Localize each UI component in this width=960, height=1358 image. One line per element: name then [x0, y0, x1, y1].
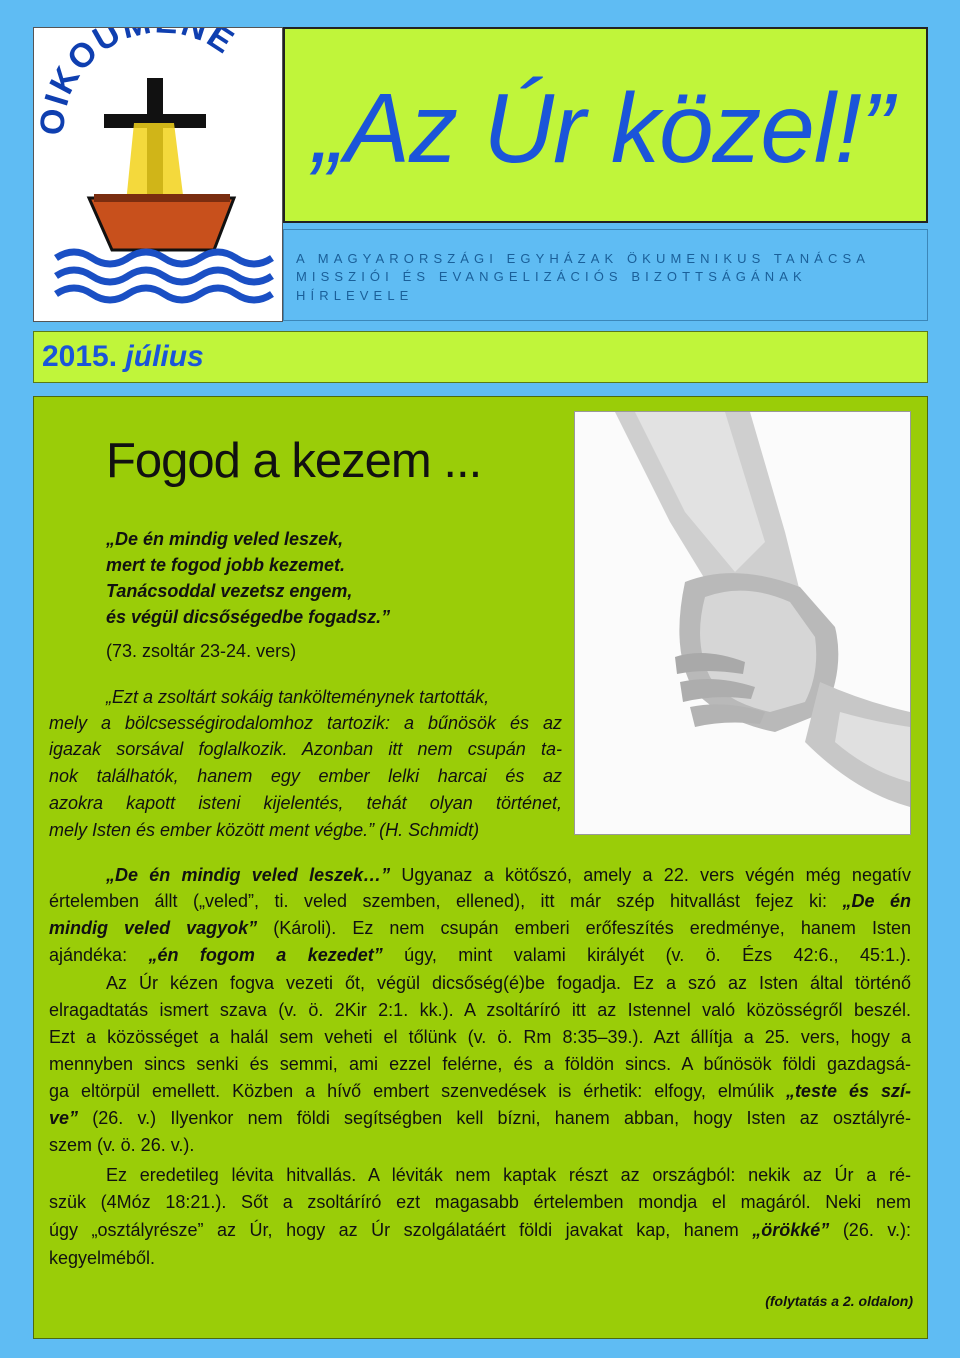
intro-line: azokra kapott isteni kijelentés, tehát olyan történet,	[49, 793, 562, 813]
subtitle-line: HÍRLEVELE	[296, 288, 414, 303]
text: (26. v.) Ilyenkor nem földi segítségben kell bízni, hanem abban, hogy Isten az osztályré-	[78, 1108, 911, 1128]
body-line	[49, 1105, 911, 1131]
text: úgy „osztályrésze” az Úr, hogy az Úr szolgálatáért földi javakat kap, hanem	[49, 1220, 753, 1240]
hands-photo	[574, 411, 911, 835]
text: úgy, mint valami királyét (v. ö. Ézs 42:6., 45:1.).	[382, 945, 911, 965]
subtitle-panel	[283, 229, 928, 321]
intro-line: igazak sorsával foglalkozik. Azonban itt nem csupán ta-	[49, 739, 562, 759]
article-panel	[33, 396, 928, 1339]
text: ga eltörpül emellett. Közben a hívő embert szenvedések is érhetik: elfogy, elmúlik	[49, 1081, 786, 1101]
date-year: 2015.	[42, 340, 118, 373]
emphasis: „én fogom a kezedet”	[148, 945, 383, 965]
text: (26. v.):	[829, 1220, 911, 1240]
body-line	[49, 942, 911, 968]
body-line	[49, 915, 911, 941]
body-line: szem (v. ö. 26. v.).	[49, 1135, 195, 1155]
subtitle-line: A MAGYARORSZÁGI EGYHÁZAK ÖKUMENIKUS TANÁCSA	[296, 251, 870, 266]
emphasis: „De én	[842, 891, 911, 911]
title-panel	[283, 27, 928, 223]
hands-illustration	[575, 412, 910, 834]
body-line: elragadtatás ismert szava (v. ö. 2Kir 2:1. kk.). A zsoltáríró itt az Istennel való közösségről beszél.	[49, 1000, 911, 1020]
emphasis: „teste és szí-	[785, 1081, 911, 1101]
quote-line: mert te fogod jobb kezemet.	[106, 555, 346, 575]
text: értelemben állt („veled”, ti. veled szemben, ellened), itt már szép hitvallást fejez ki:	[49, 891, 843, 911]
date-panel	[33, 331, 928, 383]
text: (Károli). Ez nem csupán emberi erőfeszítés eredménye, hanem Isten	[257, 918, 911, 938]
emphasis: ve”	[49, 1108, 79, 1128]
oikoumene-logo	[34, 28, 282, 321]
newsletter-title: „Az Úr közel!”	[313, 73, 893, 183]
quote-line: Tanácsoddal vezetsz engem,	[106, 581, 353, 601]
quote-line: „De én mindig veled leszek,	[106, 529, 344, 549]
intro-line: mely a bölcsességirodalomhoz tartozik: a bűnösök és az	[49, 713, 562, 733]
date-month: július	[125, 340, 204, 373]
body-line: kegyelméből.	[49, 1248, 156, 1268]
body-line: Ez eredetileg lévita hitvallás. A léviták nem kaptak részt az országból: nekik az Úr a ré-	[106, 1165, 911, 1185]
emphasis: „örökké”	[752, 1220, 830, 1240]
body-line	[49, 1217, 911, 1243]
logo-text: OIKOU E	[34, 28, 242, 137]
body-line: mennyben sincs senki és semmi, ami ezzel felérne, és a földön sincs. A bűnösök földi gazdagsá-	[49, 1054, 911, 1074]
body-line	[49, 888, 911, 914]
emphasis: mindig veled vagyok”	[49, 918, 258, 938]
emphasis: „De én mindig veled leszek…”	[106, 865, 391, 885]
body-line: Ezt a közösséget a halál sem veheti el tőlünk (v. ö. Rm 8:35–39.). Azt állítja a 25. vers, hogy a	[49, 1027, 911, 1047]
intro-line: mely Isten és ember között ment végbe.” (H. Schmidt)	[49, 820, 480, 840]
quote-reference: (73. zsoltár 23-24. vers)	[106, 641, 297, 661]
body-line	[49, 1078, 911, 1104]
intro-line: „Ezt a zsoltárt sokáig tankölteménynek tartották,	[106, 687, 490, 707]
issue-date	[42, 340, 204, 374]
intro-line: nok találhatók, hanem egy ember lelki harcai és az	[49, 766, 562, 786]
body-line: szük (4Móz 18:21.). Sőt a zsoltáríró ezt magasabb értelemben mondja el magáról. Neki nem	[49, 1192, 911, 1212]
logo-panel	[33, 27, 283, 322]
text: Ugyanaz a kötőszó, amely a 22. vers végén még negatív	[390, 865, 911, 885]
subtitle-line: MISSZIÓI ÉS EVANGELIZÁCIÓS BIZOTTSÁGÁNAK	[296, 269, 807, 284]
text: ajándéka:	[49, 945, 149, 965]
quote-line: és végül dicsőségedbe fogadsz.”	[106, 607, 391, 627]
body-line: Az Úr kézen fogva vezeti őt, végül dicsőség(é)be fogadja. Ez a szó az Isten által történő	[106, 973, 911, 993]
article-title: Fogod a kezem ...	[106, 434, 482, 488]
body-line	[106, 862, 911, 888]
continued-note[interactable]: (folytatás a 2. oldalon)	[765, 1293, 913, 1309]
